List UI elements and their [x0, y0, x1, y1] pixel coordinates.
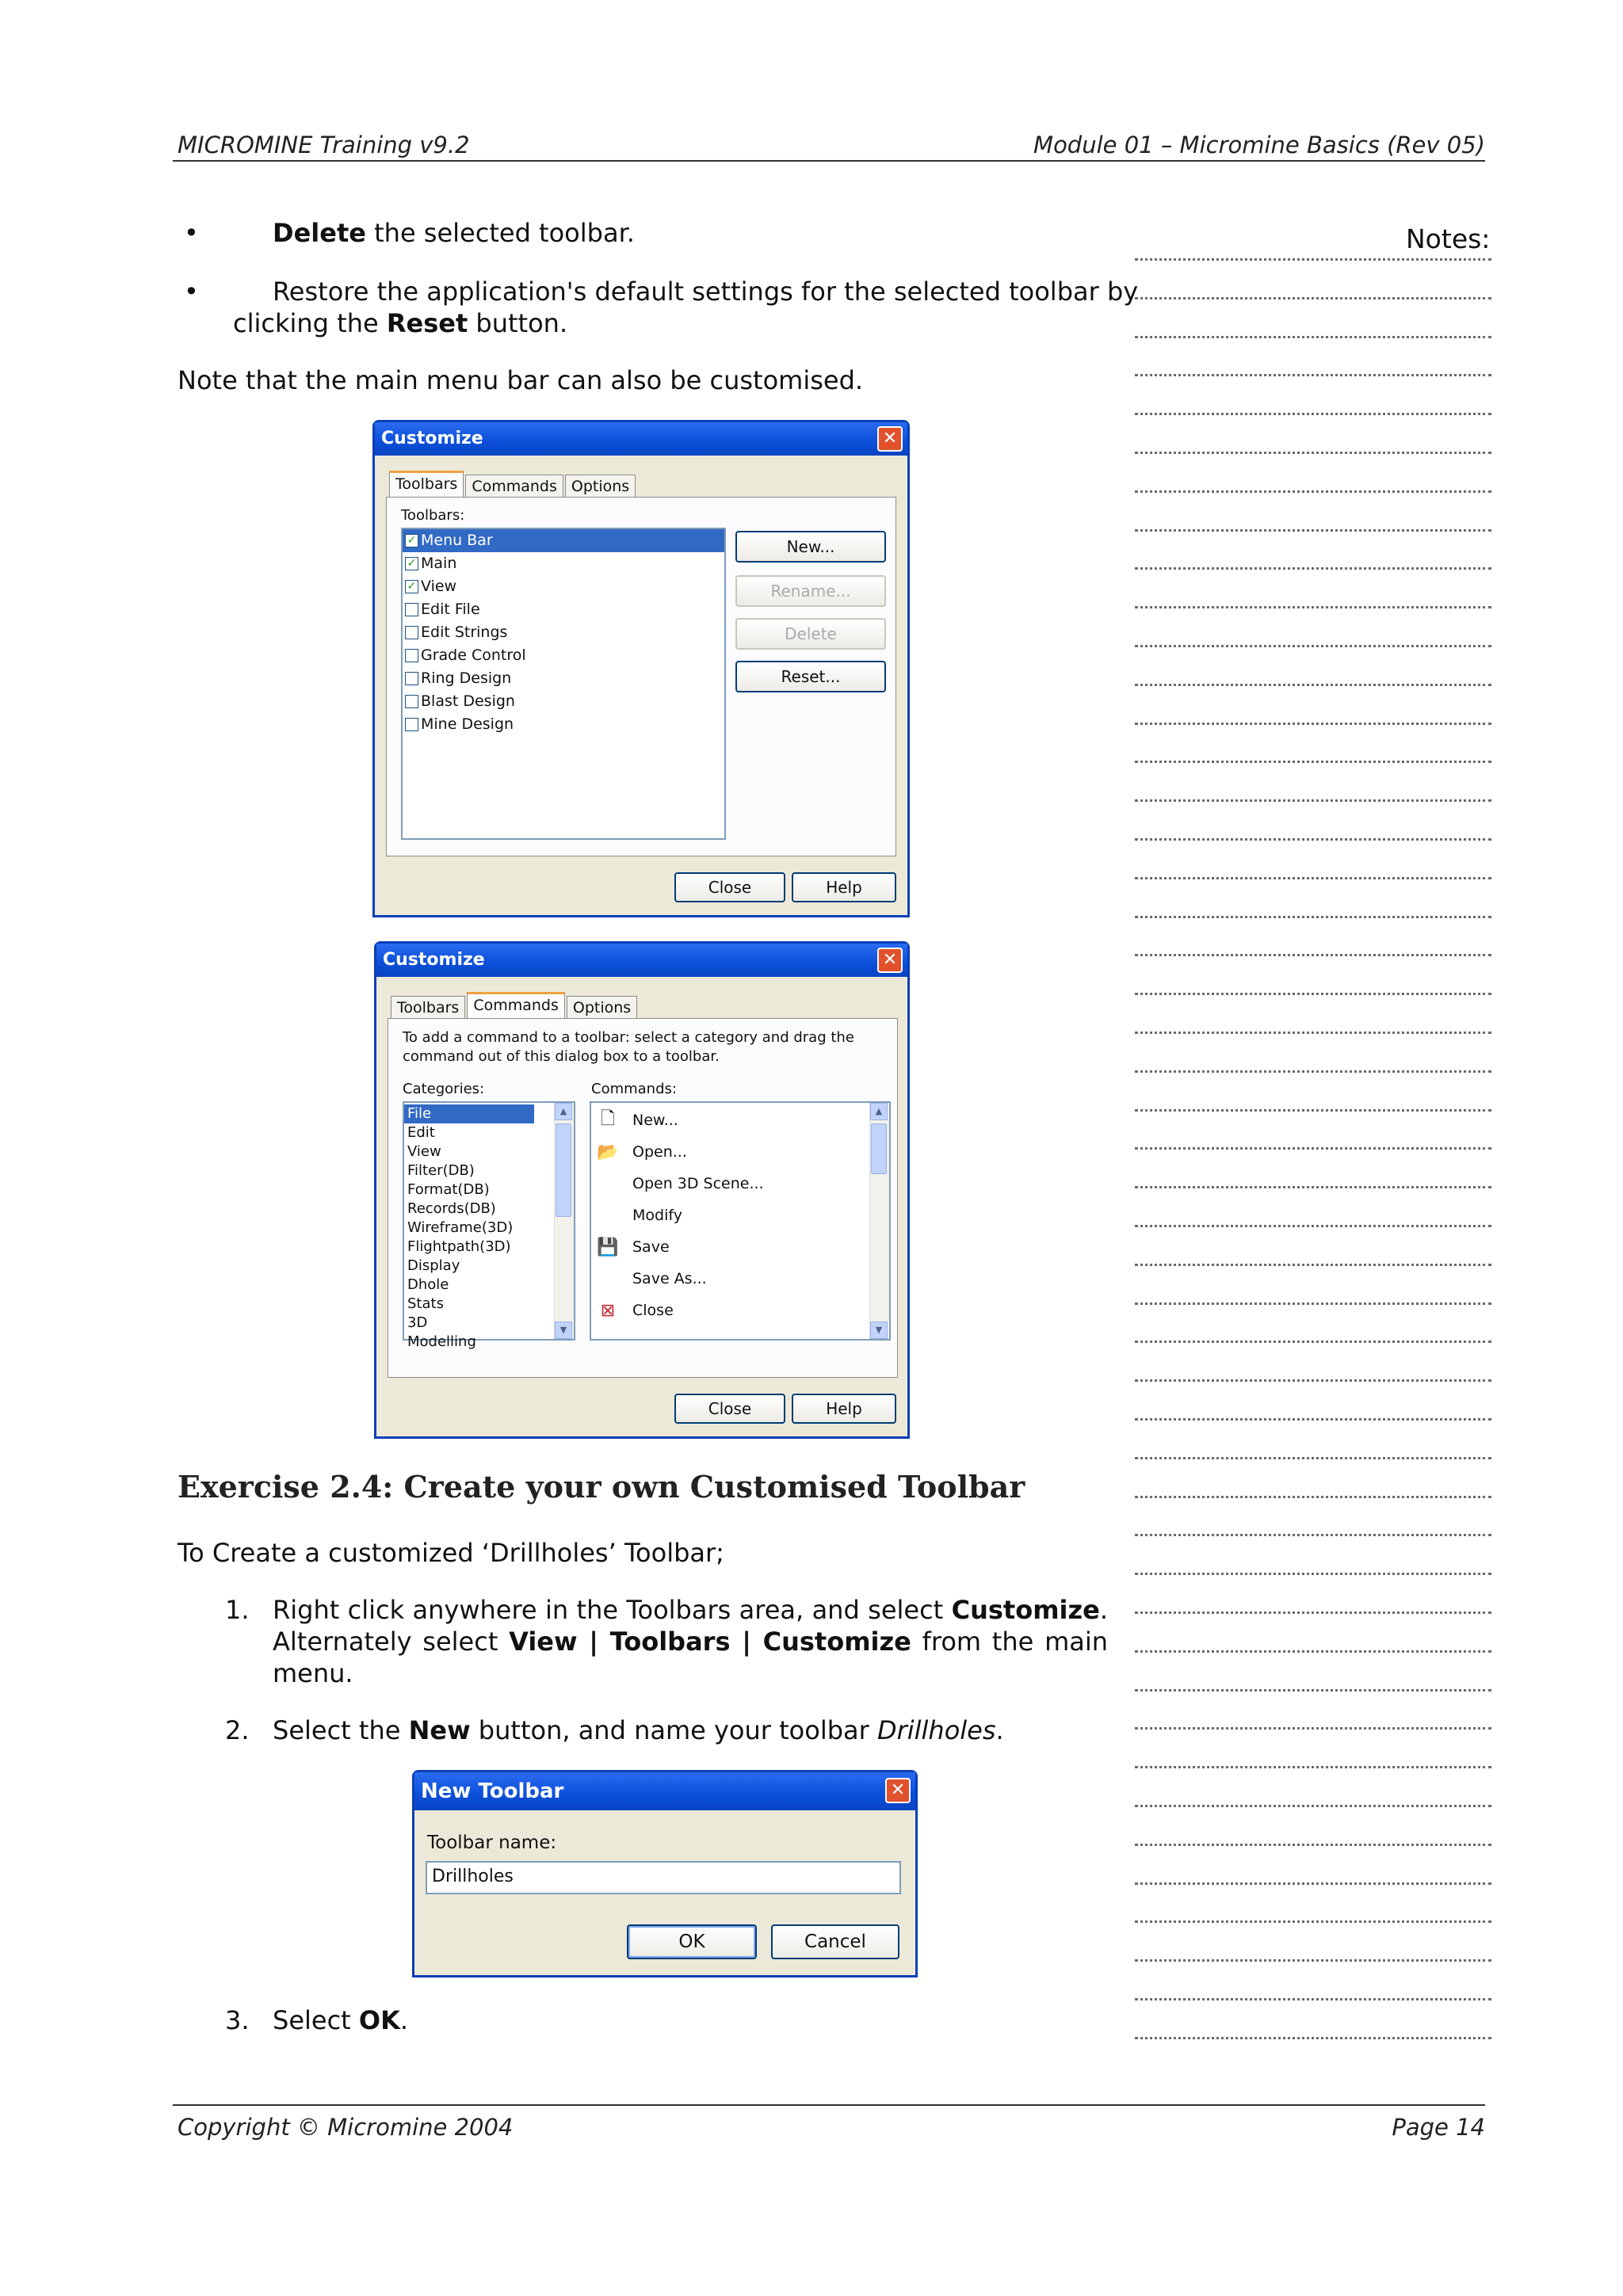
notes-dotted-line	[1135, 1805, 1491, 1807]
command-label: New...	[632, 1112, 678, 1129]
notes-dotted-line	[1135, 413, 1491, 415]
tab-toolbars[interactable]: Toolbars	[389, 471, 464, 497]
notes-dotted-line	[1135, 1573, 1491, 1575]
blank-icon	[596, 1173, 620, 1194]
toolbars-list[interactable]	[401, 528, 726, 840]
command-label: Open...	[632, 1143, 687, 1161]
category-list-item[interactable]: File	[404, 1104, 534, 1123]
step1-b1: Alternately select	[273, 1627, 510, 1657]
category-list-item[interactable]: View	[407, 1143, 441, 1160]
toolbar-item-label: Mine Design	[421, 715, 514, 733]
dialog-title: Customize	[381, 429, 483, 448]
scroll-thumb[interactable]	[556, 1123, 571, 1217]
ok-button[interactable]: OK	[627, 1924, 757, 1959]
notes-dotted-line	[1135, 761, 1491, 763]
notes-dotted-line	[1135, 490, 1491, 493]
tab-commands[interactable]: Commands	[465, 475, 563, 497]
bullet-restore-bold: Reset	[386, 308, 468, 338]
delete-button[interactable]: Delete	[735, 618, 886, 650]
close-icon[interactable]: ✕	[877, 948, 903, 973]
step1-line1	[273, 1594, 1108, 1626]
toolbar-item-label: Edit File	[421, 601, 480, 618]
new-toolbar-dialog	[412, 1770, 918, 1978]
notes-dotted-line	[1135, 1379, 1491, 1382]
blank-icon	[596, 1268, 620, 1289]
notes-dotted-line	[1135, 1341, 1491, 1343]
step1-b-end: from the main	[911, 1627, 1109, 1657]
step2-a: Select the	[273, 1715, 409, 1745]
scroll-thumb[interactable]	[871, 1123, 887, 1174]
help-button[interactable]: Help	[792, 872, 896, 902]
scroll-up-icon[interactable]: ▲	[870, 1103, 888, 1120]
step-number: 3.	[225, 2005, 250, 2035]
bullet-dot: •	[184, 277, 199, 307]
notes-dotted-line	[1135, 1109, 1491, 1112]
checkbox-icon[interactable]	[405, 649, 418, 662]
dialog-titlebar	[414, 1772, 915, 1810]
category-list-item[interactable]: Format(DB)	[407, 1181, 490, 1198]
notes-dotted-line	[1135, 452, 1491, 454]
instructions-line1: To add a command to a toolbar: select a category and drag the	[403, 1029, 854, 1046]
checkbox-checked-icon[interactable]: ✓	[405, 557, 418, 570]
checkbox-icon[interactable]	[405, 603, 418, 616]
header-right: Module 01 – Micromine Basics (Rev 05)	[1033, 132, 1485, 158]
close-icon[interactable]: ✕	[885, 1778, 911, 1803]
reset-button[interactable]: Reset...	[735, 661, 886, 692]
category-list-item[interactable]: Flightpath(3D)	[407, 1238, 511, 1255]
command-list-item[interactable]	[591, 1263, 889, 1295]
checkbox-icon[interactable]	[405, 695, 418, 708]
notes-dotted-line	[1135, 645, 1491, 647]
step1-line2	[273, 1626, 1108, 1657]
scroll-down-icon[interactable]: ▼	[555, 1322, 572, 1339]
footer-right: Page 14	[1392, 2114, 1485, 2141]
dialog-titlebar	[375, 422, 907, 456]
tab-options[interactable]: Options	[565, 475, 636, 497]
toolbar-list-item[interactable]	[403, 713, 724, 736]
instructions	[403, 1028, 854, 1066]
toolbar-list-item[interactable]	[403, 552, 724, 575]
step1-a-bold: Customize	[951, 1595, 1100, 1625]
notes-dotted-line	[1135, 1534, 1491, 1536]
dialog-title: Customize	[383, 950, 485, 970]
command-label: Close	[632, 1302, 674, 1319]
command-list-item[interactable]	[591, 1199, 889, 1231]
toolbar-list-item[interactable]	[403, 667, 724, 690]
notes-dotted-line	[1135, 1418, 1491, 1421]
toolbar-item-label: Edit Strings	[421, 624, 508, 641]
categories-scrollbar[interactable]	[554, 1103, 574, 1339]
command-list-item[interactable]	[591, 1295, 889, 1326]
notes-dotted-line	[1135, 606, 1491, 608]
notes-dotted-line	[1135, 1920, 1491, 1923]
new-button[interactable]: New...	[735, 531, 886, 563]
commands-label: Commands:	[591, 1081, 677, 1097]
scroll-down-icon[interactable]: ▼	[870, 1322, 888, 1339]
tab-panel	[388, 1018, 898, 1378]
dialog-title: New Toolbar	[421, 1779, 564, 1803]
notes-dotted-line	[1135, 723, 1491, 725]
notes-dotted-line	[1135, 1032, 1491, 1034]
notes-dotted-line	[1135, 877, 1491, 879]
category-list-item[interactable]: Dhole	[407, 1276, 449, 1293]
step-number: 1.	[225, 1595, 250, 1625]
toolbar-list-item[interactable]	[403, 529, 724, 552]
notes-label: Notes:	[1406, 223, 1491, 254]
bullet-restore-line1: Restore the application's default settings for the selected toolbar by	[273, 277, 1139, 307]
bullet-dot: •	[184, 218, 199, 248]
rename-button[interactable]: Rename...	[735, 575, 886, 607]
category-list-item[interactable]: Modelling	[407, 1333, 476, 1350]
category-list-item[interactable]: Filter(DB)	[407, 1162, 475, 1179]
notes-dotted-line	[1135, 1070, 1491, 1073]
header-rule	[173, 160, 1485, 162]
bullet-delete	[273, 217, 635, 249]
tab-commands[interactable]: Commands	[467, 992, 565, 1018]
notes-dotted-line	[1135, 567, 1491, 570]
close-doc-icon: ⊠	[600, 1300, 616, 1321]
instructions-line2: command out of this dialog box to a toolbar.	[403, 1048, 720, 1065]
command-list-item[interactable]	[591, 1231, 889, 1263]
step3-text	[273, 2004, 408, 2036]
close-icon[interactable]: ✕	[877, 426, 903, 452]
dialog-titlebar	[376, 944, 907, 977]
step1-a-end: .	[1099, 1595, 1108, 1625]
toolbar-list-item[interactable]	[403, 644, 724, 667]
header-left: MICROMINE Training v9.2	[178, 132, 470, 158]
toolbar-list-item[interactable]	[403, 690, 724, 713]
customize-dialog-commands	[374, 941, 910, 1439]
step2-ital: Drillholes	[876, 1715, 996, 1745]
notes-dotted-line	[1135, 1147, 1491, 1150]
notes-dotted-line	[1135, 297, 1491, 299]
notes-dotted-line	[1135, 1225, 1491, 1227]
checkbox-icon[interactable]	[405, 718, 418, 731]
command-label: Modify	[632, 1207, 682, 1224]
exercise-intro: To Create a customized ‘Drillholes’ Toolbar;	[178, 1538, 724, 1568]
step3-end: .	[399, 2005, 409, 2035]
notes-dotted-line	[1135, 1186, 1491, 1188]
step2-bold: New	[408, 1715, 471, 1745]
toolbar-list-item[interactable]	[403, 598, 724, 621]
notes-dotted-line	[1135, 1998, 1491, 2000]
bullet-restore-rest: button.	[468, 308, 568, 338]
footer-left: Copyright © Micromine 2004	[178, 2114, 514, 2141]
command-list-item[interactable]	[591, 1168, 889, 1199]
toolbar-item-label: Grade Control	[421, 646, 526, 664]
commands-list[interactable]	[590, 1101, 891, 1341]
tab-toolbars[interactable]: Toolbars	[391, 996, 465, 1018]
category-list-item[interactable]: Wireframe(3D)	[407, 1219, 514, 1236]
notes-dotted-line	[1135, 684, 1491, 686]
step1-b-bold: View | Toolbars | Customize	[509, 1627, 911, 1657]
step2-b: button, and name your toolbar	[470, 1715, 877, 1745]
step3-a: Select	[273, 2005, 359, 2035]
bullet-restore-line2	[233, 307, 567, 339]
command-label: Open 3D Scene...	[632, 1175, 764, 1192]
tab-strip	[391, 996, 639, 1018]
help-button[interactable]: Help	[792, 1394, 896, 1424]
close-button[interactable]: Close	[674, 872, 785, 902]
notes-dotted-line	[1135, 916, 1491, 918]
step-number: 2.	[225, 1715, 250, 1745]
cancel-button[interactable]: Cancel	[771, 1924, 899, 1959]
step1-a: Right click anywhere in the Toolbars area, and select	[273, 1595, 952, 1625]
notes-dotted-line	[1135, 1882, 1491, 1885]
notes-dotted-line	[1135, 1496, 1491, 1498]
step2-text	[273, 1714, 1004, 1746]
category-list-item[interactable]: Records(DB)	[407, 1200, 496, 1217]
toolbar-item-label: Ring Design	[421, 669, 512, 687]
blank-icon	[596, 1205, 620, 1226]
notes-dotted-line	[1135, 1844, 1491, 1846]
tab-options[interactable]: Options	[567, 996, 637, 1018]
notes-dotted-line	[1135, 1650, 1491, 1653]
notes-dotted-line	[1135, 1264, 1491, 1266]
checkbox-checked-icon[interactable]: ✓	[405, 534, 418, 547]
notes-dotted-line	[1135, 954, 1491, 956]
command-list-item[interactable]	[591, 1136, 889, 1168]
toolbar-item-label: Blast Design	[421, 692, 515, 710]
note-text: Note that the main menu bar can also be customised.	[178, 365, 864, 395]
command-label: Save	[632, 1238, 670, 1256]
tab-panel	[386, 497, 896, 856]
notes-dotted-line	[1135, 258, 1491, 261]
footer-rule	[173, 2104, 1485, 2106]
notes-dotted-line	[1135, 529, 1491, 532]
checkbox-icon[interactable]	[405, 626, 418, 639]
category-list-item[interactable]: Stats	[407, 1295, 444, 1312]
notes-dotted-line	[1135, 1727, 1491, 1730]
command-list-item[interactable]	[591, 1104, 889, 1136]
notes-dotted-line	[1135, 1611, 1491, 1614]
toolbars-label: Toolbars:	[401, 507, 465, 524]
bullet-restore-pre: clicking the	[233, 308, 387, 338]
toolbar-list-item[interactable]	[403, 575, 724, 598]
scroll-up-icon[interactable]: ▲	[555, 1103, 572, 1120]
toolbar-name-input[interactable]: Drillholes	[426, 1861, 901, 1894]
bullet-delete-bold: Delete	[273, 218, 366, 248]
checkbox-checked-icon[interactable]: ✓	[405, 580, 418, 593]
customize-dialog-toolbars	[372, 420, 910, 917]
open-folder-icon: 📂	[597, 1142, 619, 1162]
notes-dotted-line	[1135, 1959, 1491, 1962]
category-list-item[interactable]: 3D	[407, 1314, 428, 1331]
notes-dotted-line	[1135, 1302, 1491, 1305]
notes-dotted-line	[1135, 1766, 1491, 1768]
notes-dotted-line	[1135, 799, 1491, 802]
toolbar-name-label: Toolbar name:	[427, 1833, 557, 1853]
notes-dotted-line	[1135, 993, 1491, 995]
toolbar-item-label: View	[421, 578, 457, 595]
toolbar-item-label: Main	[421, 555, 457, 572]
new-doc-icon: 🗋	[601, 1109, 615, 1129]
commands-scrollbar[interactable]	[869, 1103, 889, 1339]
notes-dotted-line	[1135, 374, 1491, 376]
toolbar-item-label: Menu Bar	[421, 532, 493, 549]
bullet-delete-rest: the selected toolbar.	[365, 218, 635, 248]
categories-list[interactable]	[403, 1101, 575, 1350]
close-button[interactable]: Close	[674, 1394, 785, 1424]
notes-dotted-line	[1135, 1457, 1491, 1459]
command-label: Save As...	[632, 1270, 707, 1287]
category-list-item[interactable]: Display	[407, 1257, 460, 1274]
toolbar-list-item[interactable]	[403, 621, 724, 644]
step3-bold: OK	[358, 2005, 400, 2035]
checkbox-icon[interactable]	[405, 672, 418, 685]
categories-label: Categories:	[403, 1081, 485, 1097]
tab-strip	[389, 475, 637, 497]
step1-line3: menu.	[273, 1658, 353, 1688]
notes-dotted-line	[1135, 838, 1491, 841]
step2-end: .	[995, 1715, 1004, 1745]
category-list-item[interactable]: Edit	[407, 1124, 435, 1141]
notes-dotted-line	[1135, 336, 1491, 338]
floppy-icon: 💾	[597, 1237, 619, 1257]
notes-dotted-line	[1135, 2037, 1491, 2039]
notes-dotted-line	[1135, 1689, 1491, 1691]
exercise-heading: Exercise 2.4: Create your own Customised Toolbar	[178, 1469, 1025, 1505]
